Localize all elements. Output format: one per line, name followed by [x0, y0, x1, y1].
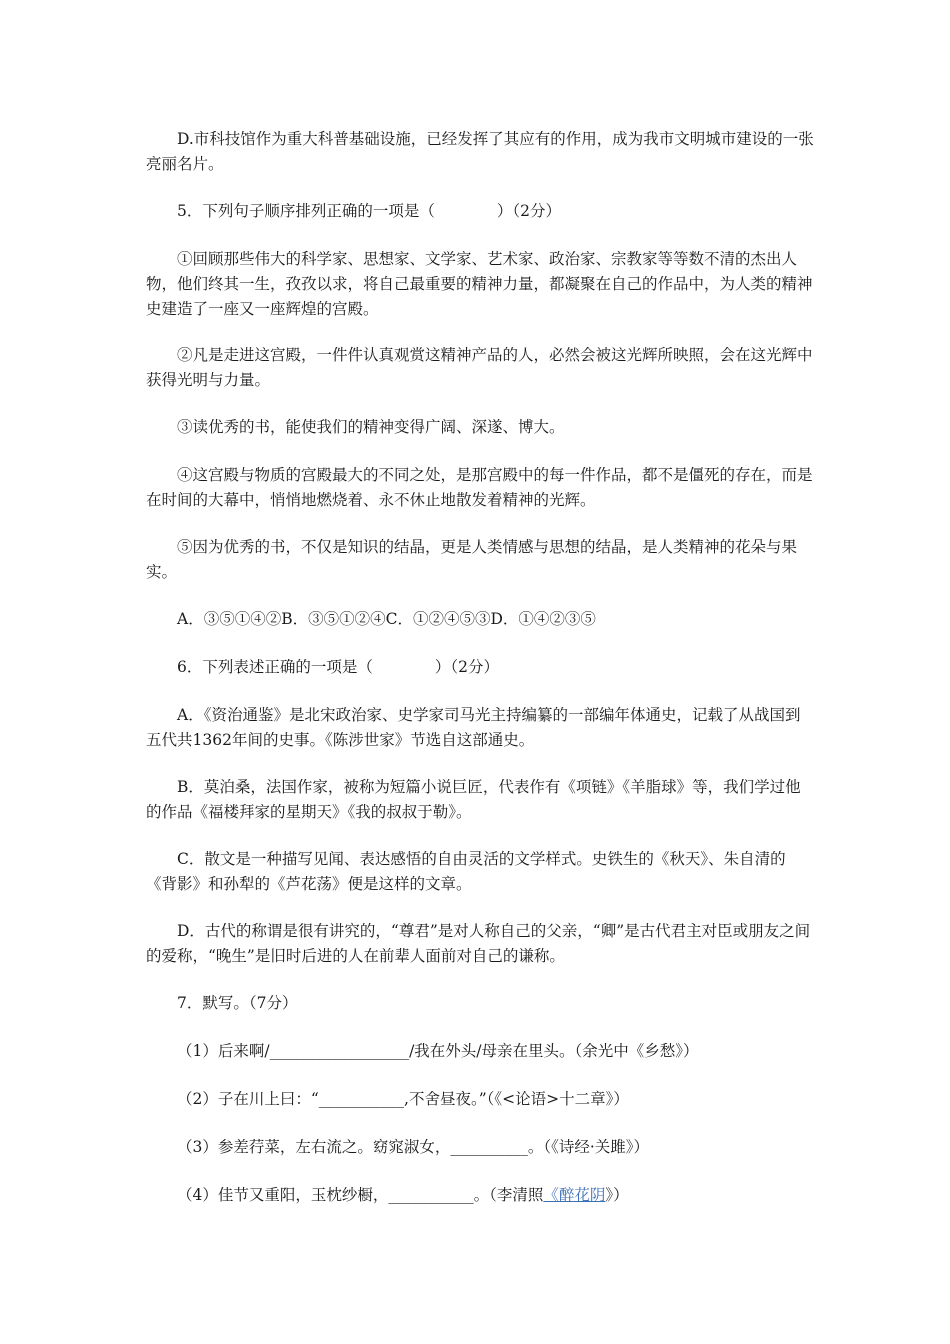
q6-option-b: B．莫泊桑，法国作家，被称为短篇小说巨匠，代表作有《项链》《羊脂球》等，我们学过他的作品《福楼拜家的星期天》《我的叔叔于勒》。	[146, 778, 801, 821]
q7-stem: 7．默写。（7分）	[177, 994, 298, 1012]
q7-item-4-text: （4）佳节又重阳，玉枕纱橱，___________。（李清照	[177, 1186, 544, 1204]
q6-option-d: D．古代的称谓是很有讲究的，“尊君”是对人称自己的父亲，“卿”是古代君主对臣或朋友之间的爱称，“晚生”是旧时后进的人在前辈人面前对自己的谦称。	[146, 922, 811, 965]
q7-item-1: （1）后来啊/__________________/我在外头/母亲在里头。（余光中《乡愁》）	[177, 1042, 699, 1060]
q5-sentence-1: ①回顾那些伟大的科学家、思想家、文学家、艺术家、政治家、宗教家等等数不清的杰出人物，他们终其一生，孜孜以求，将自己最重要的精神力量，都凝聚在自己的作品中，为人类的精神史建造了一座又一座辉煌的宫殿。	[146, 250, 813, 318]
q7-item-3: （3）参差荇菜，左右流之。窈窕淑女，__________。（《诗经·关雎》）	[177, 1138, 650, 1156]
q7-item-4-tail: 》）	[605, 1186, 629, 1204]
q5-sentence-3: ③读优秀的书，能使我们的精神变得广阔、深遂、博大。	[177, 418, 565, 436]
q7-item-4	[146, 1183, 814, 1208]
q7-item-2: （2）子在川上曰：“___________,不舍昼夜。”（《<论语>十二章》）	[177, 1090, 629, 1108]
q6-option-a: A．《资治通鉴》是北宋政治家、史学家司马光主持编纂的一部编年体通史，记载了从战国到五代共1362年间的史事。《陈涉世家》节选自这部通史。	[146, 706, 801, 749]
q4-option-d: D.市科技馆作为重大科普基础设施，已经发挥了其应有的作用，成为我市文明城市建设的一张亮丽名片。	[146, 130, 814, 173]
q5-stem: 5．下列句子顺序排列正确的一项是（ ）（2分）	[177, 202, 561, 220]
q5-sentence-5: ⑤因为优秀的书，不仅是知识的结晶，更是人类情感与思想的结晶，是人类精神的花朵与果实。	[146, 538, 798, 581]
q6-option-c: C．散文是一种描写见闻、表达感悟的自由灵活的文学样式。史铁生的《秋天》、朱自清的《背影》和孙犁的《芦花荡》便是这样的文章。	[146, 850, 786, 893]
q5-sentence-2: ②凡是走进这宫殿，一件件认真观赏这精神产品的人，必然会被这光辉所映照，会在这光辉中获得光明与力量。	[146, 346, 813, 389]
q5-sentence-4: ④这宫殿与物质的宫殿最大的不同之处，是那宫殿中的每一件作品，都不是僵死的存在，而是在时间的大幕中，悄悄地燃烧着、永不休止地散发着精神的光辉。	[146, 466, 813, 509]
q6-stem: 6．下列表述正确的一项是（ ）（2分）	[177, 658, 499, 676]
poem-link[interactable]: 《醉花阴	[543, 1186, 606, 1204]
q5-options: A．③⑤①④②B．③⑤①②④C．①②④⑤③D．①④②③⑤	[177, 610, 596, 628]
